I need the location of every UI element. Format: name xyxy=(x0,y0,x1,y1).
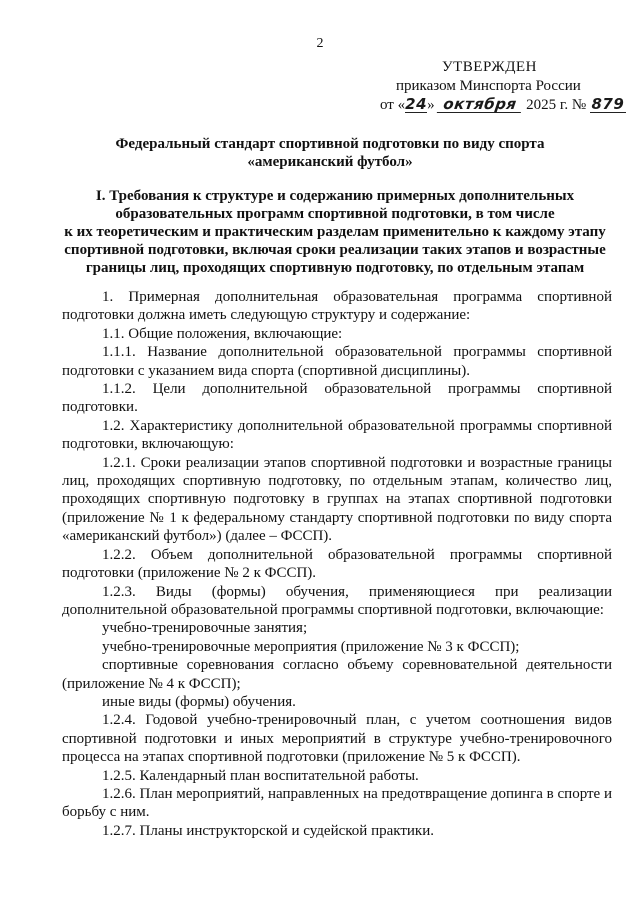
paragraph: 1.2. Характеристику дополнительной образовательной программы спортивной подготовки, включающую: xyxy=(62,417,612,453)
section-heading-line: к их теоретическим и практическим разделам применительно к каждому этапу xyxy=(64,224,606,240)
list-item: спортивные соревнования согласно объему соревновательной деятельности (приложение № 4 к ФССП); xyxy=(62,657,612,692)
paragraph: 1. Примерная дополнительная образовательная программа спортивной подготовки должна иметь следующую структуру и содержание: xyxy=(62,289,612,324)
date-year: 2025 г. № xyxy=(526,97,587,113)
date-mid: » xyxy=(427,97,435,113)
paragraph: 1.2.4. Годовой учебно-тренировочный план, с учетом соотношения видов спортивной подготовки и иных мероприятий в структуре учебно-тренировочного процесса на этапах спортивной подготовки (приложение № 5 к ФССП). xyxy=(62,712,612,766)
section-heading xyxy=(40,187,630,277)
date-day-handwritten: 24 xyxy=(405,95,428,113)
title-line: «американский футбол» xyxy=(247,154,413,170)
paragraph: 1.2.2. Объем дополнительной образовательной программы спортивной подготовки (приложение № 2 к ФССП). xyxy=(62,546,612,582)
paragraph: 1.2.3. Виды (формы) обучения, применяющиеся при реализации дополнительной образовательной программы спортивной подготовки, включающие: xyxy=(62,583,612,618)
paragraph: 1.2.5. Календарный план воспитательной работы. xyxy=(102,767,419,784)
paragraph: 1.1.2. Цели дополнительной образовательной программы спортивной подготовки. xyxy=(62,381,612,416)
section-heading-line: образовательных программ спортивной подготовки, в том числе xyxy=(115,206,555,222)
section-heading-line: спортивной подготовки, включая сроки реализации таких этапов и возрастные xyxy=(64,242,606,258)
body-text xyxy=(62,288,612,840)
document-title xyxy=(20,135,640,171)
approval-order-label: приказом Минспорта России xyxy=(396,78,581,94)
list-item: учебно-тренировочные мероприятия (приложение № 3 к ФССП); xyxy=(102,638,520,655)
section-heading-line: границы лиц, проходящих спортивную подготовку, по отдельным этапам xyxy=(85,260,585,276)
paragraph: 1.2.1. Сроки реализации этапов спортивной подготовки и возрастные границы лиц, проходящих спортивную подготовку, по отдельным этапам, количество лиц, проходящих спортивную подготовку в группах на этапах спортивной подготовки (приложение № 1 к федеральному стандарту спортивной подготовки по виду спорта «американский футбол») (далее – ФССП). xyxy=(62,454,612,545)
approval-status: УТВЕРЖДЕН xyxy=(442,59,537,75)
approval-date-line xyxy=(380,95,625,115)
section-heading-line: I. Требования к структуре и содержанию примерных дополнительных xyxy=(95,188,575,204)
paragraph: 1.1.1. Название дополнительной образовательной программы спортивной подготовки с указанием вида спорта (спортивной дисциплины). xyxy=(62,344,612,379)
paragraph: 1.2.7. Планы инструкторской и судейской практики. xyxy=(102,822,434,839)
approval-block xyxy=(380,58,625,115)
title-line: Федеральный стандарт спортивной подготовки по виду спорта xyxy=(115,136,545,152)
paragraph: 1.2.6. План мероприятий, направленных на предотвращение допинга в спорте и борьбу с ним. xyxy=(62,785,612,821)
paragraph: 1.1. Общие положения, включающие: xyxy=(102,325,343,342)
order-number-handwritten: 879 xyxy=(591,95,625,113)
list-item: иные виды (формы) обучения. xyxy=(102,693,296,710)
page-number: 2 xyxy=(316,36,324,51)
date-prefix: от « xyxy=(380,97,406,113)
list-item: учебно-тренировочные занятия; xyxy=(102,620,308,637)
date-month-handwritten: октября xyxy=(437,96,523,113)
